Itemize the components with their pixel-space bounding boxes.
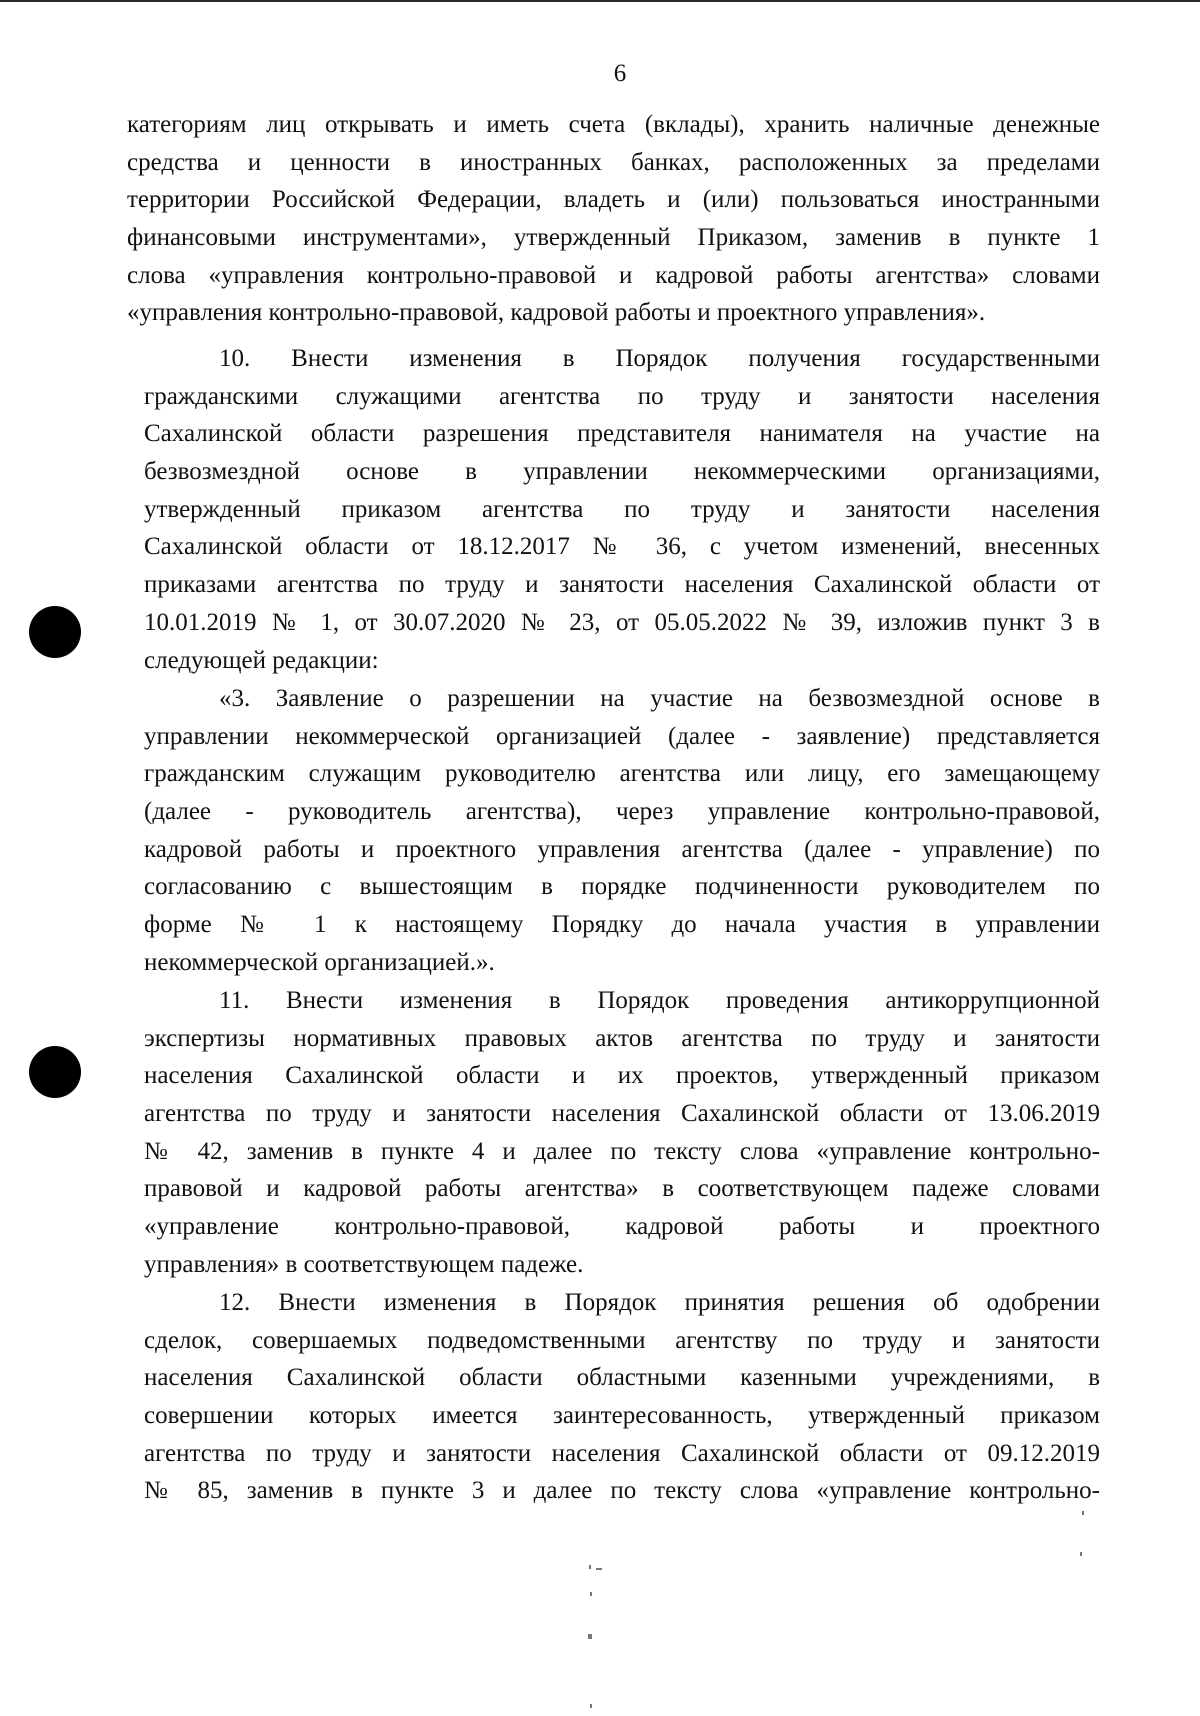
text-line: населения Сахалинской области областными казенными учреждениями, в xyxy=(144,1364,1100,1392)
text-line: экспертизы нормативных правовых актов агентства по труду и занятости xyxy=(144,1024,1100,1052)
scan-speck xyxy=(1082,1511,1084,1515)
paragraph-item-11 xyxy=(144,982,1100,1284)
scan-speck xyxy=(588,1634,592,1639)
text-line: Сахалинской области разрешения представителя нанимателя на участие на xyxy=(144,420,1100,448)
text-line: гражданским служащим руководителю агентства или лицу, его замещающему xyxy=(144,760,1100,788)
text-line: некоммерческой организацией.». xyxy=(144,948,495,976)
punch-hole xyxy=(29,1046,81,1098)
punch-hole xyxy=(29,606,81,658)
paragraph-item-10 xyxy=(144,340,1100,679)
text-line: агентства по труду и занятости населения Сахалинской области от 13.06.2019 xyxy=(144,1100,1100,1128)
text-line: совершении которых имеется заинтересованность, утвержденный приказом xyxy=(144,1402,1100,1430)
text-line: территории Российской Федерации, владеть и (или) пользоваться иностранными xyxy=(127,186,1100,214)
text-line: (далее - руководитель агентства), через управление контрольно-правовой, xyxy=(144,798,1100,826)
text-line: согласованию с вышестоящим в порядке подчиненности руководителем по xyxy=(144,873,1100,901)
text-line: кадровой работы и проектного управления агентства (далее - управление) по xyxy=(144,835,1100,863)
text-line: № 85, заменив в пункте 3 и далее по тексту слова «управление контрольно- xyxy=(144,1477,1100,1505)
text-line: Сахалинской области от 18.12.2017 № 36, с учетом изменений, внесенных xyxy=(144,533,1100,561)
scan-speck xyxy=(1080,1552,1082,1556)
text-line: управления» в соответствующем падеже. xyxy=(144,1250,584,1278)
text-line: сделок, совершаемых подведомственными агентству по труду и занятости xyxy=(144,1326,1100,1354)
scan-speck xyxy=(589,1565,591,1569)
text-line: «управление контрольно-правовой, кадровой работы и проектного xyxy=(144,1213,1100,1241)
text-line: «управления контрольно-правовой, кадровой работы и проектного управления». xyxy=(127,299,986,327)
text-line: слова «управления контрольно-правовой и кадровой работы агентства» словами xyxy=(127,261,1100,289)
text-line: 11. Внести изменения в Порядок проведения антикоррупционной xyxy=(219,987,1100,1014)
paragraph-item-12 xyxy=(144,1284,1100,1510)
text-line: утвержденный приказом агентства по труду и занятости населения xyxy=(144,495,1100,523)
quoted-item-3 xyxy=(144,680,1100,982)
text-line: форме № 1 к настоящему Порядку до начала участия в управлении xyxy=(144,911,1100,939)
text-line: категориям лиц открывать и иметь счета (вклады), хранить наличные денежные xyxy=(127,111,1100,138)
scan-speck xyxy=(590,1592,592,1596)
page-number: 6 xyxy=(613,60,627,87)
text-line: гражданскими служащими агентства по труду и занятости населения xyxy=(144,382,1100,410)
text-line: безвозмездной основе в управлении некоммерческими организациями, xyxy=(144,458,1100,486)
text-line: № 42, заменив в пункте 4 и далее по тексту слова «управление контрольно- xyxy=(144,1137,1100,1165)
text-line: 10. Внести изменения в Порядок получения государственными xyxy=(219,345,1100,372)
paragraph-continuation xyxy=(127,106,1100,332)
text-line: средства и ценности в иностранных банках, расположенных за пределами xyxy=(127,148,1100,176)
text-line: следующей редакции: xyxy=(144,646,379,674)
text-line: приказами агентства по труду и занятости населения Сахалинской области от xyxy=(144,571,1100,599)
text-line: «3. Заявление о разрешении на участие на безвозмездной основе в xyxy=(219,685,1100,712)
text-line: агентства по труду и занятости населения Сахалинской области от 09.12.2019 xyxy=(144,1439,1100,1467)
scan-speck xyxy=(590,1704,592,1708)
top-edge-rule xyxy=(0,0,1200,2)
text-line: населения Сахалинской области и их проектов, утвержденный приказом xyxy=(144,1062,1100,1090)
text-line: правовой и кадровой работы агентства» в соответствующем падеже словами xyxy=(144,1175,1100,1203)
scan-speck xyxy=(596,1568,602,1570)
text-line: 12. Внести изменения в Порядок принятия решения об одобрении xyxy=(219,1289,1100,1316)
text-line: финансовыми инструментами», утвержденный Приказом, заменив в пункте 1 xyxy=(127,224,1100,252)
text-line: 10.01.2019 № 1, от 30.07.2020 № 23, от 05.05.2022 № 39, изложив пункт 3 в xyxy=(144,608,1100,636)
text-line: управлении некоммерческой организацией (далее - заявление) представляется xyxy=(144,722,1100,750)
